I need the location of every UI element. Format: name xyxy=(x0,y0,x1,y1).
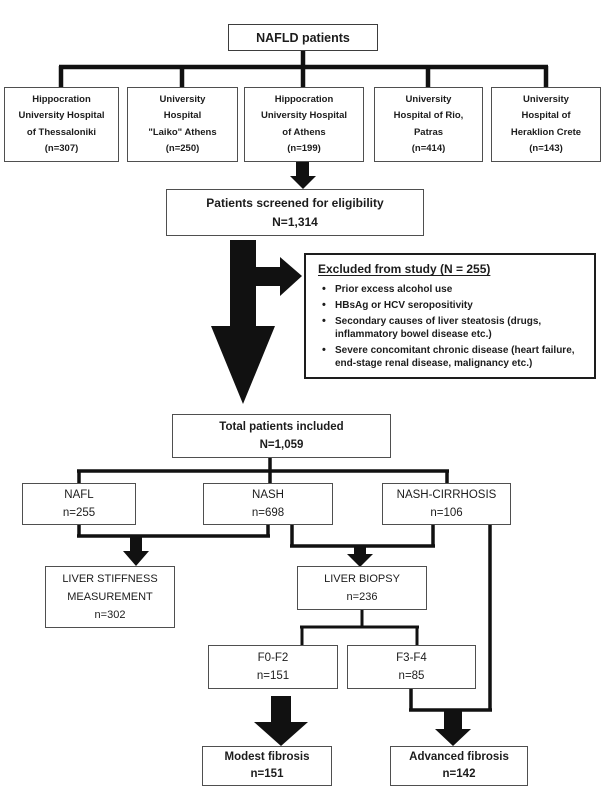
hospital-box-thessaloniki xyxy=(4,87,119,162)
f0f2-to-modest-arrow xyxy=(254,696,308,746)
hospital-line: Hospital of Rio, xyxy=(393,110,464,121)
hospital-count: (n=414) xyxy=(411,143,446,154)
nash-cirrhosis-box xyxy=(382,483,511,525)
lsm-label-line1: LIVER STIFFNESS xyxy=(62,573,158,585)
biopsy-arrow xyxy=(347,547,373,567)
hospital-line: Hospital of xyxy=(521,110,571,121)
nafld-patients-label: NAFLD patients xyxy=(256,30,350,45)
hospital-count: (n=143) xyxy=(529,143,563,154)
lsm-label-line2: MEASUREMENT xyxy=(67,591,153,603)
liver-biopsy-box xyxy=(297,566,427,610)
hospital-line: of Thessaloniki xyxy=(26,126,97,138)
nafl-box xyxy=(22,483,136,525)
hospital-line: Hippocration xyxy=(32,93,91,105)
excluded-item: • Prior excess alcohol use xyxy=(335,283,588,296)
hospital-box-athens xyxy=(244,87,364,162)
liver-stiffness-box xyxy=(45,566,175,628)
nash-box xyxy=(203,483,333,525)
nash-label: NASH xyxy=(252,489,284,501)
nafld-patients-box xyxy=(228,24,378,51)
hospital-line: of Athens xyxy=(282,126,326,138)
modest-label: Modest fibrosis xyxy=(224,751,310,763)
f3-f4-box xyxy=(347,645,476,689)
excluded-item: • Severe concomitant chronic disease (heart failure, end-stage renal disease, malignancy etc.) xyxy=(335,344,588,370)
hospital-line: University Hospital xyxy=(18,110,105,121)
hospital-line: University xyxy=(523,93,569,105)
athens-to-screened-arrow xyxy=(290,162,316,189)
f3-f4-count: n=85 xyxy=(398,670,425,682)
nash-cirrhosis-bracket xyxy=(290,525,435,546)
hospital-line: Heraklion Crete xyxy=(510,126,582,138)
f0-f2-count: n=151 xyxy=(256,670,290,682)
excluded-box xyxy=(304,253,596,379)
total-included-box xyxy=(172,414,391,458)
hospital-line: University xyxy=(159,93,206,105)
total-label: Total patients included xyxy=(219,421,344,433)
hospital-box-laiko-athens xyxy=(127,87,238,162)
modest-count: n=151 xyxy=(250,768,284,780)
nash-cirrhosis-label: NASH-CIRRHOSIS xyxy=(396,489,497,501)
screened-to-total-arrow xyxy=(211,240,275,404)
lsm-count: n=302 xyxy=(94,609,126,621)
excluded-list xyxy=(318,283,588,373)
excluded-arrow xyxy=(256,257,302,296)
total-count: N=1,059 xyxy=(259,439,304,451)
root-to-hospitals-connector xyxy=(59,50,548,87)
advanced-count: n=142 xyxy=(442,768,476,780)
biopsy-count: n=236 xyxy=(346,591,378,603)
screened-box xyxy=(166,189,424,236)
screened-label: Patients screened for eligibility xyxy=(206,195,384,210)
hospital-line: Hippocration xyxy=(274,93,334,105)
hospital-line: Patras xyxy=(413,126,444,138)
hospital-box-rio-patras xyxy=(374,87,483,162)
biopsy-label: LIVER BIOPSY xyxy=(324,573,400,585)
hospital-count: (n=250) xyxy=(165,143,200,154)
excluded-item: • HBsAg or HCV seropositivity xyxy=(335,299,588,312)
hospital-box-heraklion-crete xyxy=(491,87,601,162)
excluded-item: • Secondary causes of liver steatosis (drugs, inflammatory bowel disease etc.) xyxy=(335,315,588,341)
biopsy-to-fstages-connector xyxy=(300,610,419,645)
excluded-title: Excluded from study (N = 255) xyxy=(318,262,491,276)
nafl-nash-bracket xyxy=(77,525,270,536)
nash-cirrhosis-count: n=106 xyxy=(430,507,463,519)
hospital-line: "Laiko" Athens xyxy=(148,126,217,138)
total-to-groups-connector xyxy=(77,458,449,483)
hospital-line: Hospital xyxy=(163,110,202,121)
hospital-count: (n=307) xyxy=(44,143,79,154)
advanced-label: Advanced fibrosis xyxy=(409,751,509,763)
advanced-fibrosis-box xyxy=(390,746,528,786)
modest-fibrosis-box xyxy=(202,746,332,786)
hospital-line: University Hospital xyxy=(260,110,348,121)
lsm-arrow xyxy=(123,537,149,566)
f3-f4-label: F3-F4 xyxy=(396,652,427,664)
nash-count: n=698 xyxy=(251,507,285,519)
f0-f2-box xyxy=(208,645,338,689)
screened-count: N=1,314 xyxy=(272,214,318,229)
advanced-arrow xyxy=(435,711,471,746)
hospital-count: (n=199) xyxy=(287,143,321,154)
hospital-line: University xyxy=(405,93,452,105)
nafl-count: n=255 xyxy=(62,507,96,519)
f0-f2-label: F0-F2 xyxy=(257,652,289,664)
nafl-label: NAFL xyxy=(64,489,94,501)
